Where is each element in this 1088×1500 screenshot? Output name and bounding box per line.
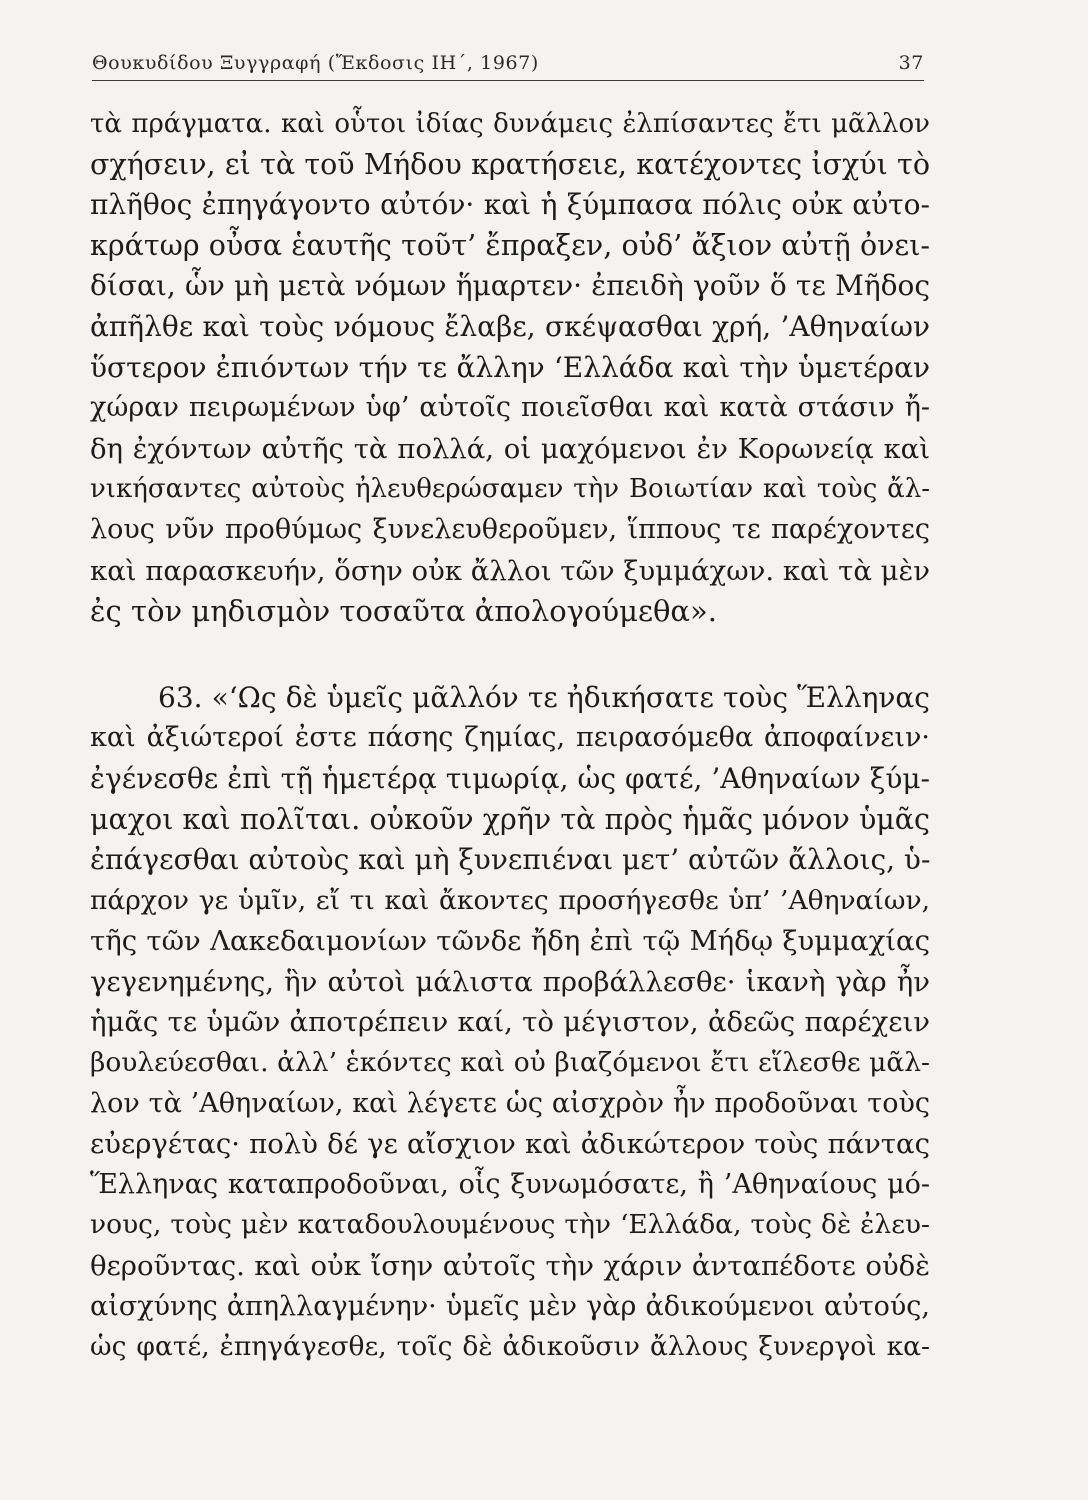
- header-title: Θουκυδίδου Ξυγγραφή (Ἔκδοσις ΙΗ΄, 1967): [92, 52, 539, 74]
- text-line: δίσαι, ὧν μὴ μετὰ νόμων ἥμαρτεν· ἐπειδὴ γοῦν ὅ τε Μῆδος: [90, 269, 930, 303]
- text-line: 63. «‘Ως δὲ ὑμεῖς μᾶλλόν τε ἠδικήσατε τοὺς Ἕλληνας: [158, 680, 930, 714]
- paragraph-1: [90, 104, 930, 632]
- header-rule: [92, 80, 924, 81]
- text-line: σχήσειν, εἰ τὰ τοῦ Μήδου κρατήσειε, κατέχοντες ἰσχύι τὸ: [90, 147, 930, 181]
- paragraph-2: [90, 678, 930, 1368]
- text-line: αἰσχύνης ἀπηλλαγμένην· ὑμεῖς μὲν γὰρ ἀδικούμενοι αὐτούς,: [90, 1290, 930, 1322]
- text-line: ἐγένεσθε ἐπὶ τῇ ἡμετέρᾳ τιμωρίᾳ, ὡς φατέ, ’Αθηναίων ξύμ-: [90, 761, 930, 795]
- text-line: θεροῦντας. καὶ οὐκ ἴσην αὐτοῖς τὴν χάριν ἀνταπέδοτε οὐδὲ: [90, 1250, 930, 1283]
- text-line: καὶ ἀξιώτεροί ἐστε πάσης ζημίας, πειρασόμεθα ἀποφαίνειν·: [90, 722, 930, 754]
- text-line: τῆς τῶν Λακεδαιμονίων τῶνδε ἤδη ἐπὶ τῷ Μήδῳ ξυμμαχίας: [90, 925, 930, 958]
- text-line: ὕστερον ἐπιόντων τήν τε ἄλλην ‘Ελλάδα καὶ τὴν ὑμετέραν: [90, 350, 930, 384]
- text-line: πλῆθος ἐπηγάγοντο αὐτόν· καὶ ἡ ξύμπασα πόλις οὐκ αὐτο-: [90, 188, 930, 222]
- text-line: ἡμᾶς τε ὑμῶν ἀποτρέπειν καί, τὸ μέγιστον, ἀδεῶς παρέχειν: [90, 1006, 930, 1039]
- text-line: λους νῦν προθύμως ξυνελευθεροῦμεν, ἵππους τε παρέχοντες: [90, 513, 930, 545]
- paragraph-gap: [90, 632, 930, 678]
- text-line: λον τὰ ’Αθηναίων, καὶ λέγετε ὡς αἰσχρὸν ἦν προδοῦναι τοὺς: [90, 1087, 930, 1119]
- text-line: νους, τοὺς μὲν καταδουλουμένους τὴν ‘Ελλάδα, τοὺς δὲ ἐλευ-: [90, 1209, 930, 1241]
- text-line: γεγενημένης, ἣν αὐτοὶ μάλιστα προβάλλεσθε· ἱκανὴ γὰρ ἦν: [90, 965, 930, 998]
- text-line: εὐεργέτας· πολὺ δέ γε αἴσχιον καὶ ἀδικώτερον τοὺς πάντας: [90, 1128, 930, 1161]
- text-line: ὡς φατέ, ἐπηγάγεσθε, τοῖς δὲ ἀδικοῦσιν ἄλλους ξυνεργοὶ κα-: [90, 1331, 930, 1363]
- text-line: ἀπῆλθε καὶ τοὺς νόμους ἔλαβε, σκέψασθαι χρή, ’Αθηναίων: [90, 309, 930, 343]
- text-line: δη ἐχόντων αὐτῆς τὰ πολλά, οἱ μαχόμενοι ἐν Κορωνείᾳ καὶ: [90, 432, 930, 465]
- text-line: νικήσαντες αὐτοὺς ἠλευθερώσαμεν τὴν Βοιωτίαν καὶ τοὺς ἄλ-: [90, 474, 930, 505]
- running-header: [92, 40, 924, 74]
- text-line: κράτωρ οὖσα ἑαυτῆς τοῦτ’ ἔπραξεν, οὐδ’ ἄξιον αὐτῇ ὀνει-: [90, 228, 930, 262]
- body-text: [90, 104, 930, 1368]
- page-number: 37: [898, 52, 924, 74]
- text-line: βουλεύεσθαι. ἀλλ’ ἑκόντες καὶ οὐ βιαζόμενοι ἔτι εἵλεσθε μᾶλ-: [90, 1047, 930, 1079]
- text-line: χώραν πειρωμένων ὑφ’ αὑτοῖς ποιεῖσθαι καὶ κατὰ στάσιν ἤ-: [90, 392, 930, 424]
- text-line: μαχοι καὶ πολῖται. οὐκοῦν χρῆν τὰ πρὸς ἡμᾶς μόνον ὑμᾶς: [90, 802, 930, 836]
- text-line: πάρχον γε ὑμῖν, εἴ τι καὶ ἄκοντες προσήγεσθε ὑπ’ ’Αθηναίων,: [90, 884, 930, 916]
- text-line: ἐπάγεσθαι αὐτοὺς καὶ μὴ ξυνεπιέναι μετ’ αὐτῶν ἄλλοις, ὑ-: [90, 843, 930, 877]
- text-line: τὰ πράγματα. καὶ οὗτοι ἰδίας δυνάμεις ἐλπίσαντες ἔτι μᾶλλον: [90, 109, 930, 139]
- text-line: καὶ παρασκευήν, ὅσην οὐκ ἄλλοι τῶν ξυμμάχων. καὶ τὰ μὲν: [90, 554, 930, 587]
- text-line: Ἕλληνας καταπροδοῦναι, οἷς ξυνωμόσατε, ἢ ’Αθηναίους μό-: [90, 1168, 930, 1200]
- text-line: ἐς τὸν μηδισμὸν τοσαῦτα ἀπολογούμεθα».: [90, 594, 717, 629]
